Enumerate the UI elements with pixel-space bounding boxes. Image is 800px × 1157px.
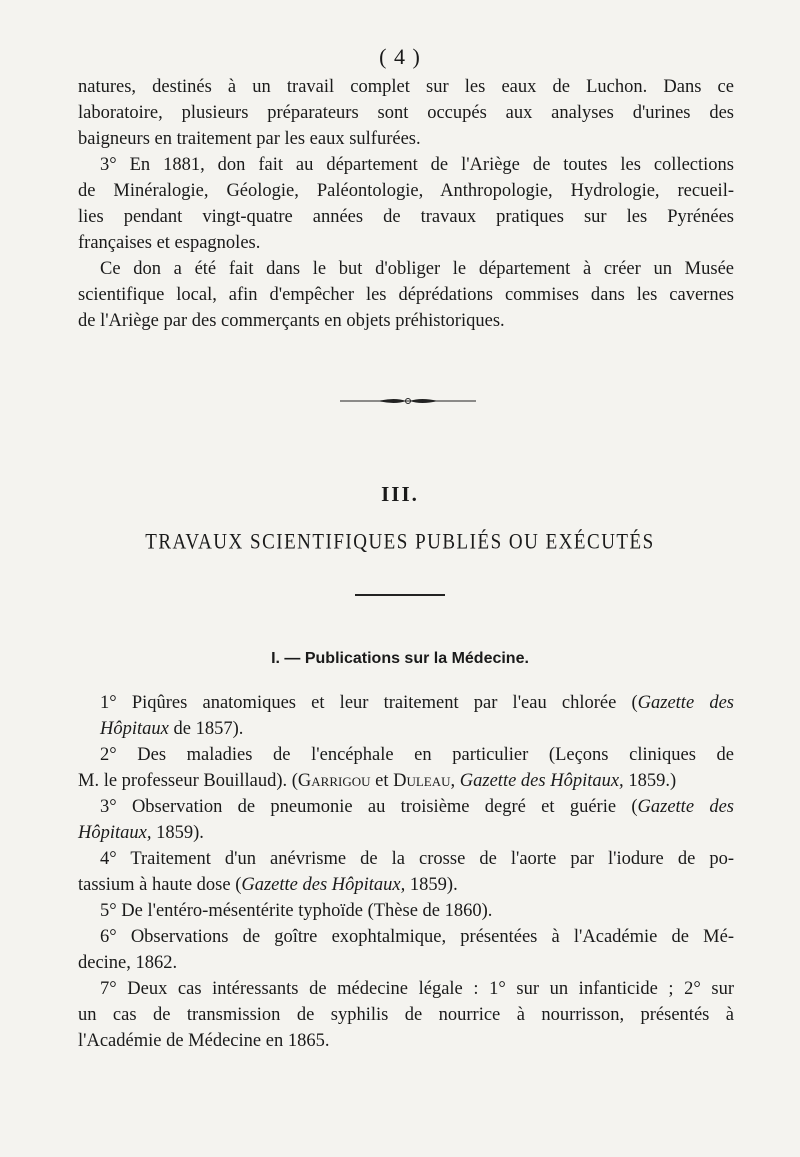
text-line: de l'Ariège par des commerçants en objets préhistoriques. xyxy=(78,311,505,331)
paragraph-museum-cont xyxy=(78,282,734,334)
text-line: Ce don a été fait dans le but d'obliger le département à créer un Musée xyxy=(100,259,734,279)
text-line: françaises et espagnoles. xyxy=(78,233,261,253)
section-number: III. xyxy=(381,482,419,506)
paragraph-museum xyxy=(78,256,734,282)
list-item: 7° Deux cas intéressants de médecine légale : 1° sur un infanticide ; 2° sur un cas de transmission de syphilis de nourrice à nourrisson, présentés à l'Académie de Médecine en 1865. xyxy=(78,979,734,1051)
subsection-title: I. — Publications sur la Médecine. xyxy=(271,650,529,667)
text-line: lies pendant vingt-quatre années de travaux pratiques sur les Pyrénées xyxy=(78,207,734,227)
publications-list xyxy=(78,690,734,1054)
section-title: TRAVAUX SCIENTIFIQUES PUBLIÉS OU EXÉCUTÉS xyxy=(145,530,655,555)
text-line: baigneurs en traitement par les eaux sulfurées. xyxy=(78,129,421,149)
list-item: 4° Traitement d'un anévrisme de la crosse de l'aorte par l'iodure de po- tassium à haute dose (Gazette des Hôpitaux, 1859). xyxy=(78,849,734,895)
title-rule xyxy=(355,594,445,596)
ornament-divider xyxy=(340,396,476,406)
list-item: 6° Observations de goître exophtalmique, présentées à l'Académie de Mé- decine, 1862. xyxy=(78,927,734,973)
text-line: scientifique local, afin d'empêcher les déprédations commises dans les cavernes xyxy=(78,285,734,305)
text-line: de Minéralogie, Géologie, Paléontologie, Anthropologie, Hydrologie, recueil- xyxy=(78,181,734,201)
paragraph-luchon xyxy=(78,74,734,152)
list-item: 3° Observation de pneumonie au troisième degré et guérie (Gazette des Hôpitaux, 1859). xyxy=(78,797,734,843)
paragraph-donation-cont xyxy=(78,178,734,256)
page-number: ( 4 ) xyxy=(379,44,421,69)
text-line: natures, destinés à un travail complet sur les eaux de Luchon. Dans ce xyxy=(78,77,734,97)
paragraph-donation xyxy=(78,152,734,178)
intro-text xyxy=(78,74,734,334)
text-line: laboratoire, plusieurs préparateurs sont occupés aux analyses d'urines des xyxy=(78,103,734,123)
text-line: 3° En 1881, don fait au département de l'Ariège de toutes les collections xyxy=(100,155,734,175)
list-item: 5° De l'entéro-mésentérite typhoïde (Thèse de 1860). xyxy=(100,901,493,921)
list-item: 1° Piqûres anatomiques et leur traitement par l'eau chlorée (Gazette des Hôpitaux de 1857). xyxy=(100,693,734,739)
list-item: 2° Des maladies de l'encéphale en particulier (Leçons cliniques de M. le professeur Bouillaud). (Garrigou et Duleau, Gazette des Hôpitaux, 1859.) xyxy=(78,745,734,791)
